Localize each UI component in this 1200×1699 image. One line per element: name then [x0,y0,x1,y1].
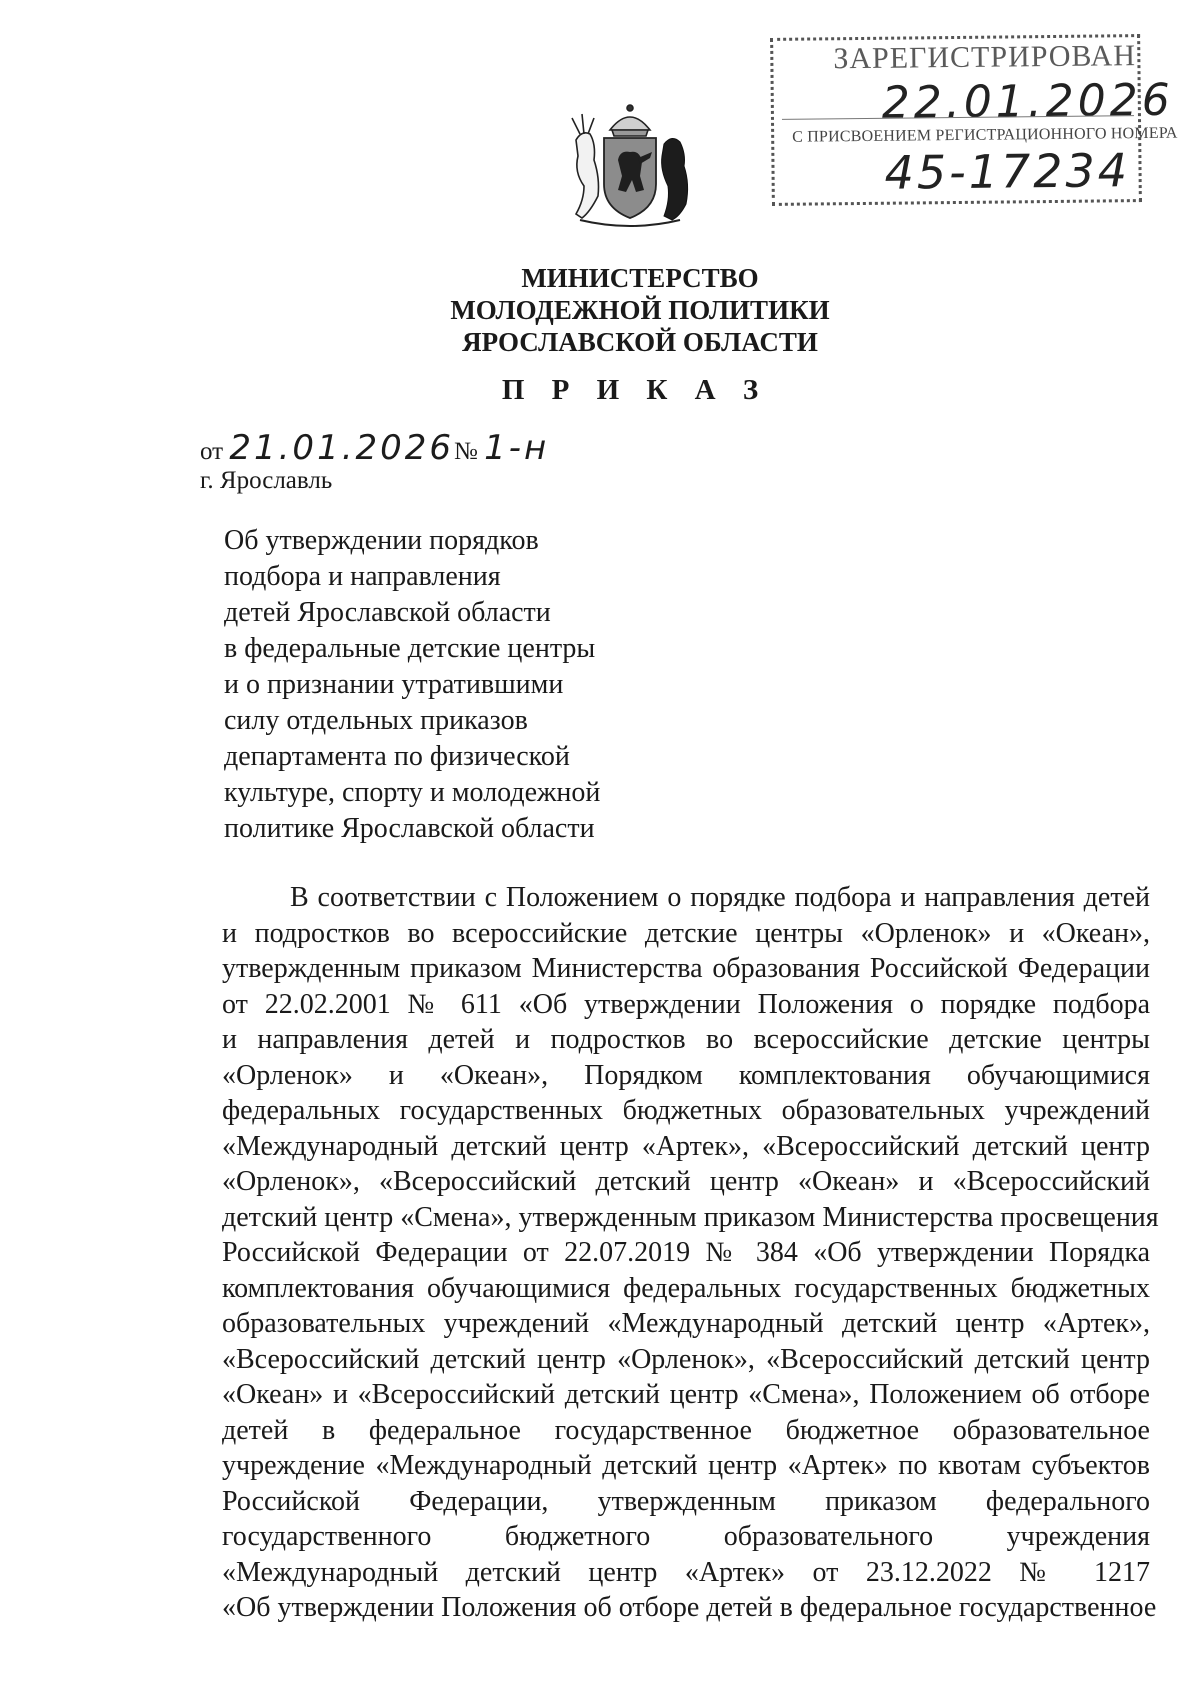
body-line: «Океан» и «Всероссийский детский центр «Смена», Положением об отборе [222,1379,1150,1410]
body-line: комплектования обучающимися федеральных государственных бюджетных [222,1272,1150,1304]
subject-line: силу отдельных приказов [224,705,528,736]
stamp-subtitle: С ПРИСВОЕНИЕМ РЕГИСТРАЦИОННОГО НОМЕРА [792,124,1178,146]
stamp-registration-number: 45-17234 [884,143,1131,200]
subject-line: Об утверждении порядков [224,525,539,556]
order-number: 1-н [484,428,550,468]
stamp-title: ЗАРЕГИСТРИРОВАН [833,39,1137,76]
order-date-line [200,428,549,468]
body-line: государственного бюджетного образовательного учреждения [222,1521,1150,1552]
subject-line: культуре, спорту и молодежной [224,777,601,808]
body-line: «Орленок» и «Океан», Порядком комплектования обучающимися [222,1059,1150,1091]
subject-line: департамента по физической [224,741,570,772]
body-line: «Всероссийский детский центр «Орленок», «Всероссийский детский центр [222,1343,1150,1375]
order-date: 21.01.2026 [229,428,455,468]
body-line: Российской Федерации от 22.07.2019 № 384 «Об утверждении Порядка [222,1237,1150,1268]
body-line: «Об утверждении Положения об отборе детей в федеральное государственное [222,1592,1157,1623]
body-line: образовательных учреждений «Международный детский центр «Артек», [222,1308,1150,1339]
ministry-header [300,262,980,358]
registration-stamp [770,34,1178,206]
body-line: от 22.02.2001 № 611 «Об утверждении Положения о порядке подбора [222,988,1150,1020]
subject-line: подбора и направления [224,561,501,592]
order-body-paragraph [222,880,1159,1626]
body-line: детей в федеральное государственное бюджетное образовательное [222,1414,1150,1446]
order-city: г. Ярославль [200,467,333,494]
ministry-line-3: ЯРОСЛАВСКОЙ ОБЛАСТИ [462,327,818,357]
number-label: № [454,438,478,465]
subject-line: и о признании утратившими [224,669,564,700]
body-line: Российской Федерации, утвержденным приказом федерального [222,1485,1150,1517]
body-line: «Международный детский центр «Артек», «Всероссийский детский центр [222,1130,1150,1162]
stamp-date: 22.01.2026 [881,74,1175,129]
body-line: «Международный детский центр «Артек» от 23.12.2022 № 1217 [222,1556,1150,1588]
body-line: утвержденным приказом Министерства образования Российской Федерации [222,953,1150,984]
subject-line: в федеральные детские центры [224,633,596,664]
body-line: В соответствии с Положением о порядке подбора и направления детей [290,882,1150,913]
body-line: детский центр «Смена», утвержденным приказом Министерства просвещения [222,1201,1159,1233]
body-line: и подростков во всероссийские детские центры «Орленок» и «Океан», [222,917,1150,949]
subject-line: политике Ярославской области [224,813,595,844]
ministry-line-1: МИНИСТЕРСТВО [521,263,759,293]
body-line: федеральных государственных бюджетных образовательных учреждений [222,1095,1150,1126]
coat-of-arms-icon [560,100,700,230]
body-line: учреждение «Международный детский центр «Артек» по квотам субъектов [222,1450,1150,1481]
from-label: от [200,438,224,465]
subject-line: детей Ярославской области [224,597,551,628]
order-subject [224,523,600,847]
body-line: «Орленок», «Всероссийский детский центр «Океан» и «Всероссийский [222,1166,1150,1197]
body-line: и направления детей и подростков во всероссийские детские центры [222,1024,1150,1055]
document-type-title: П Р И К А З [501,374,769,406]
ministry-line-2: МОЛОДЕЖНОЙ ПОЛИТИКИ [450,295,830,325]
